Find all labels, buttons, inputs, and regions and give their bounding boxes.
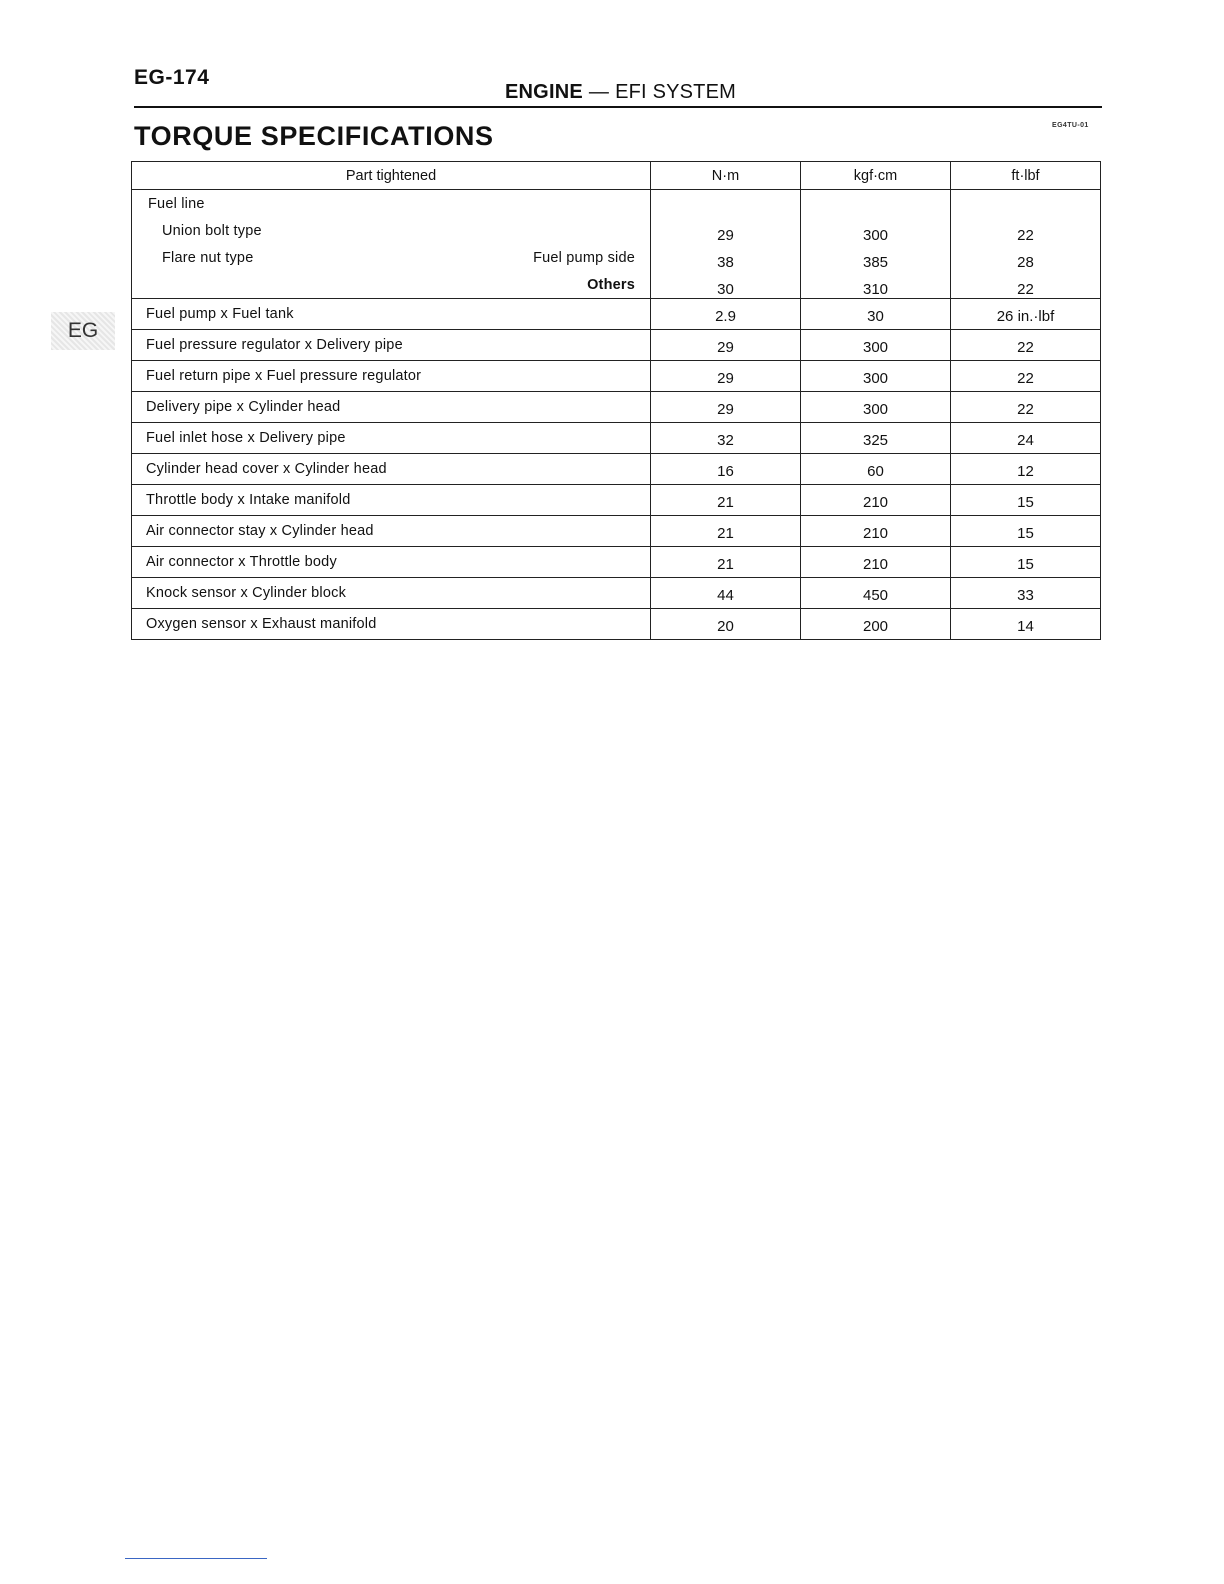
table-row	[132, 547, 1101, 578]
table-row	[132, 330, 1101, 361]
flare-side-nm: 38	[717, 254, 734, 271]
fuel-line-nm	[651, 190, 801, 299]
header-separator: —	[588, 81, 610, 103]
ftlbf-cell: 26 in.·lbf	[951, 299, 1101, 330]
others-kgf: 310	[862, 281, 889, 298]
table-row	[132, 516, 1101, 547]
flare-side-ftlbf: 28	[1017, 254, 1034, 271]
ftlbf-cell: 14	[951, 609, 1101, 640]
kgf-cell: 210	[801, 516, 951, 547]
ftlbf-cell: 22	[951, 330, 1101, 361]
side-tab-label: EG	[67, 319, 99, 342]
part-cell: Fuel pump x Fuel tank	[132, 299, 651, 330]
nm-cell: 44	[651, 578, 801, 609]
kgf-cell: 30	[801, 299, 951, 330]
spacer	[651, 190, 800, 217]
nm-cell: 21	[651, 547, 801, 578]
nm-cell: 29	[651, 361, 801, 392]
kgf-cell: 325	[801, 423, 951, 454]
table-header-row	[132, 162, 1101, 190]
ftlbf-cell: 15	[951, 516, 1101, 547]
fuel-line-label	[132, 190, 650, 217]
union-nm: 29	[717, 227, 734, 244]
ftlbf-cell: 22	[951, 361, 1101, 392]
part-cell: Air connector x Throttle body	[132, 547, 651, 578]
others-line	[132, 271, 650, 298]
others-ftlbf: 22	[1017, 281, 1034, 298]
running-header	[505, 81, 736, 104]
table-row	[132, 392, 1101, 423]
kgf-cell: 300	[801, 361, 951, 392]
part-cell: Fuel pressure regulator x Delivery pipe	[132, 330, 651, 361]
header-sub: EFI SYSTEM	[615, 81, 736, 103]
part-cell: Delivery pipe x Cylinder head	[132, 392, 651, 423]
union-bolt-label: Union bolt type	[162, 222, 262, 239]
ftlbf-cell: 15	[951, 485, 1101, 516]
table-row	[132, 299, 1101, 330]
ftlbf-cell: 12	[951, 454, 1101, 485]
table-row	[132, 454, 1101, 485]
kgf-cell: 60	[801, 454, 951, 485]
kgf-cell: 200	[801, 609, 951, 640]
header-part-tightened: Part tightened	[132, 162, 651, 190]
union-ftlbf: 22	[1017, 227, 1034, 244]
nm-cell: 21	[651, 516, 801, 547]
part-cell: Oxygen sensor x Exhaust manifold	[132, 609, 651, 640]
nm-cell: 29	[651, 330, 801, 361]
table-row	[132, 609, 1101, 640]
kgf-cell: 210	[801, 547, 951, 578]
reference-code: EG4TU-01	[1052, 122, 1089, 129]
part-cell: Knock sensor x Cylinder block	[132, 578, 651, 609]
kgf-cell: 300	[801, 330, 951, 361]
nm-cell: 16	[651, 454, 801, 485]
spacer	[801, 190, 950, 217]
ftlbf-cell: 22	[951, 392, 1101, 423]
spacer	[951, 190, 1100, 217]
table-row	[132, 578, 1101, 609]
nm-cell: 21	[651, 485, 801, 516]
header-rule	[134, 106, 1102, 108]
header-kgfcm: kgf·cm	[801, 162, 951, 190]
torque-spec-table	[131, 161, 1101, 640]
nm-cell: 2.9	[651, 299, 801, 330]
fuel-pump-side-label: Fuel pump side	[533, 249, 635, 266]
nm-cell: 20	[651, 609, 801, 640]
part-cell: Air connector stay x Cylinder head	[132, 516, 651, 547]
fuel-line-ftlbf	[951, 190, 1101, 299]
ftlbf-cell: 15	[951, 547, 1101, 578]
footer-rule	[125, 1558, 267, 1559]
kgf-cell: 450	[801, 578, 951, 609]
flare-nut-label: Flare nut type	[162, 249, 254, 266]
part-cell: Fuel return pipe x Fuel pressure regulator	[132, 361, 651, 392]
part-cell: Fuel inlet hose x Delivery pipe	[132, 423, 651, 454]
fuel-line-kgf	[801, 190, 951, 299]
flare-side-kgf: 385	[862, 254, 889, 271]
fuel-line-group-row	[132, 190, 1101, 299]
part-cell: Cylinder head cover x Cylinder head	[132, 454, 651, 485]
section-title: TORQUE SPECIFICATIONS	[134, 121, 494, 151]
header-nm: N·m	[651, 162, 801, 190]
union-bolt-line	[132, 217, 650, 244]
ftlbf-cell: 33	[951, 578, 1101, 609]
flare-nut-line	[132, 244, 650, 271]
header-main: ENGINE	[505, 81, 583, 103]
table-row	[132, 361, 1101, 392]
others-nm: 30	[717, 281, 734, 298]
nm-cell: 29	[651, 392, 801, 423]
kgf-cell: 300	[801, 392, 951, 423]
kgf-cell: 210	[801, 485, 951, 516]
nm-cell: 32	[651, 423, 801, 454]
table-row	[132, 423, 1101, 454]
fuel-line-group	[132, 190, 651, 299]
section-side-tab	[51, 312, 115, 350]
table-row	[132, 485, 1101, 516]
ftlbf-cell: 24	[951, 423, 1101, 454]
part-cell: Throttle body x Intake manifold	[132, 485, 651, 516]
fuel-line-text: Fuel line	[148, 195, 205, 212]
union-kgf: 300	[862, 227, 889, 244]
header-ftlbf: ft·lbf	[951, 162, 1101, 190]
page-number: EG-174	[134, 66, 210, 89]
others-label: Others	[587, 276, 635, 293]
